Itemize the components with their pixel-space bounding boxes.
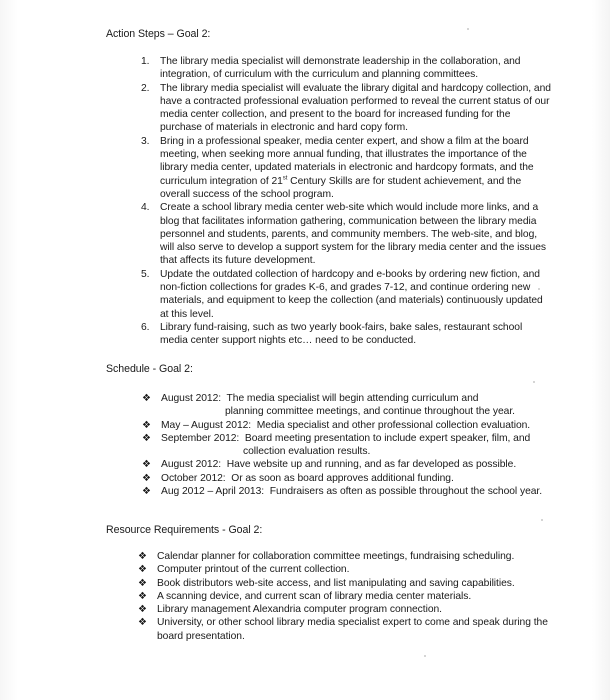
schedule-item: [142, 458, 562, 471]
diamond-bullet-icon: ❖: [138, 577, 147, 589]
resource-item: ❖ Computer printout of the current collection.: [138, 564, 350, 576]
schedule-text: Fundraisers as often as possible throughout the school year.: [269, 486, 543, 498]
diamond-bullet-icon: ❖: [142, 459, 151, 471]
schedule-text: The media specialist will begin attending curriculum and: [226, 393, 479, 404]
list-item: 6. Library fund-raising, such as two yearly book-fairs, bake sales, restaurant school media center support nights etc… need to be conducted.: [141, 321, 523, 347]
schedule-date: Aug 2012 – April 2013:: [161, 486, 265, 498]
scan-speck: [424, 655, 426, 657]
resource-item: ❖ A scanning device, and current scan of library media center materials.: [138, 590, 472, 602]
schedule-list: [142, 392, 562, 498]
diamond-bullet-icon: ❖: [142, 472, 151, 484]
schedule-date: September 2012:: [161, 432, 240, 444]
schedule-text: Have website up and running, and as far developed as possible.: [226, 459, 517, 471]
scan-speck: [538, 288, 540, 290]
schedule-heading: Schedule - Goal 2:: [106, 363, 193, 375]
schedule-text: Media specialist and other professional collection evaluation.: [256, 419, 531, 431]
schedule-item: [142, 485, 562, 498]
action-steps-heading: Action Steps – Goal 2:: [106, 28, 211, 40]
resource-item: ❖ Library management Alexandria computer program connection.: [138, 604, 442, 616]
schedule-date: May – August 2012:: [161, 419, 252, 431]
resources-heading: Resource Requirements - Goal 2:: [106, 524, 263, 536]
resource-item: ❖ Book distributors web-site access, and list manipulating and saving capabilities.: [138, 577, 515, 589]
scan-speck: [533, 381, 535, 383]
diamond-bullet-icon: ❖: [142, 419, 151, 431]
schedule-item: [142, 472, 562, 485]
schedule-text: Board meeting presentation to include expert speaker, film, and: [244, 432, 531, 444]
diamond-bullet-icon: ❖: [138, 564, 147, 576]
resource-item: ❖ Calendar planner for collaboration committee meetings, fundraising scheduling.: [138, 551, 515, 562]
diamond-bullet-icon: ❖: [142, 432, 151, 444]
schedule-date: October 2012:: [161, 472, 226, 484]
schedule-text-continued: planning committee meetings, and continue throughout the year.: [225, 406, 515, 418]
list-item: 4. Create a school library media center web-site which would include more links, and a blog that facilitates information gathering, communication between the library media personnel and students, parents, and community members. The web-site, and blog, will also serve to develop a support system for the library media center and the issues that affects its future development.: [141, 202, 546, 267]
schedule-text-continued: collection evaluation results.: [243, 446, 371, 458]
diamond-bullet-icon: ❖: [142, 486, 151, 498]
schedule-item: [142, 392, 562, 419]
schedule-text: Or as soon as board approves additional funding.: [231, 472, 454, 484]
diamond-bullet-icon: ❖: [138, 551, 147, 562]
diamond-bullet-icon: ❖: [138, 590, 147, 602]
schedule-item: [142, 419, 562, 432]
schedule-item: [142, 432, 562, 459]
diamond-bullet-icon: ❖: [142, 393, 151, 404]
diamond-bullet-icon: ❖: [138, 617, 147, 629]
list-item: 5. Update the outdated collection of hardcopy and e-books by ordering new fiction, and non-fiction collections for grades K-6, and grades 7-12, and continue ordering new materials, and equipment to keep the collection (and materials) continuously updated at this level.: [141, 268, 543, 320]
resources-list: [138, 550, 548, 643]
schedule-date: August 2012:: [161, 393, 222, 404]
list-item: 2. The library media specialist will evaluate the library digital and hardcopy collection, and have a contracted professional evaluation performed to reveal the current status of our media center collection, and present to the board for increased funding for the purchase of materials in electronic and hard copy form.: [141, 82, 551, 134]
list-item: 1. The library media specialist will demonstrate leadership in the collaboration, and integration, of curriculum with the curriculum and planning committees.: [141, 56, 521, 81]
resource-item: ❖ University, or other school library media specialist expert to come and speak during the board presentation.: [138, 617, 548, 642]
list-item: 3. Bring in a professional speaker, media center expert, and show a film at the board meeting, when seeking more annual funding, that illustrates the importance of the library media center, updated materials in electronic and hardcopy formats, and the curriculum integration of 21st Century Skills are for student achievement, and the overall success of the school program.: [141, 135, 534, 200]
diamond-bullet-icon: ❖: [138, 604, 147, 616]
schedule-date: August 2012:: [161, 459, 222, 471]
action-steps-list: [141, 55, 551, 348]
scan-speck: [467, 28, 469, 30]
scan-speck: [541, 519, 543, 521]
